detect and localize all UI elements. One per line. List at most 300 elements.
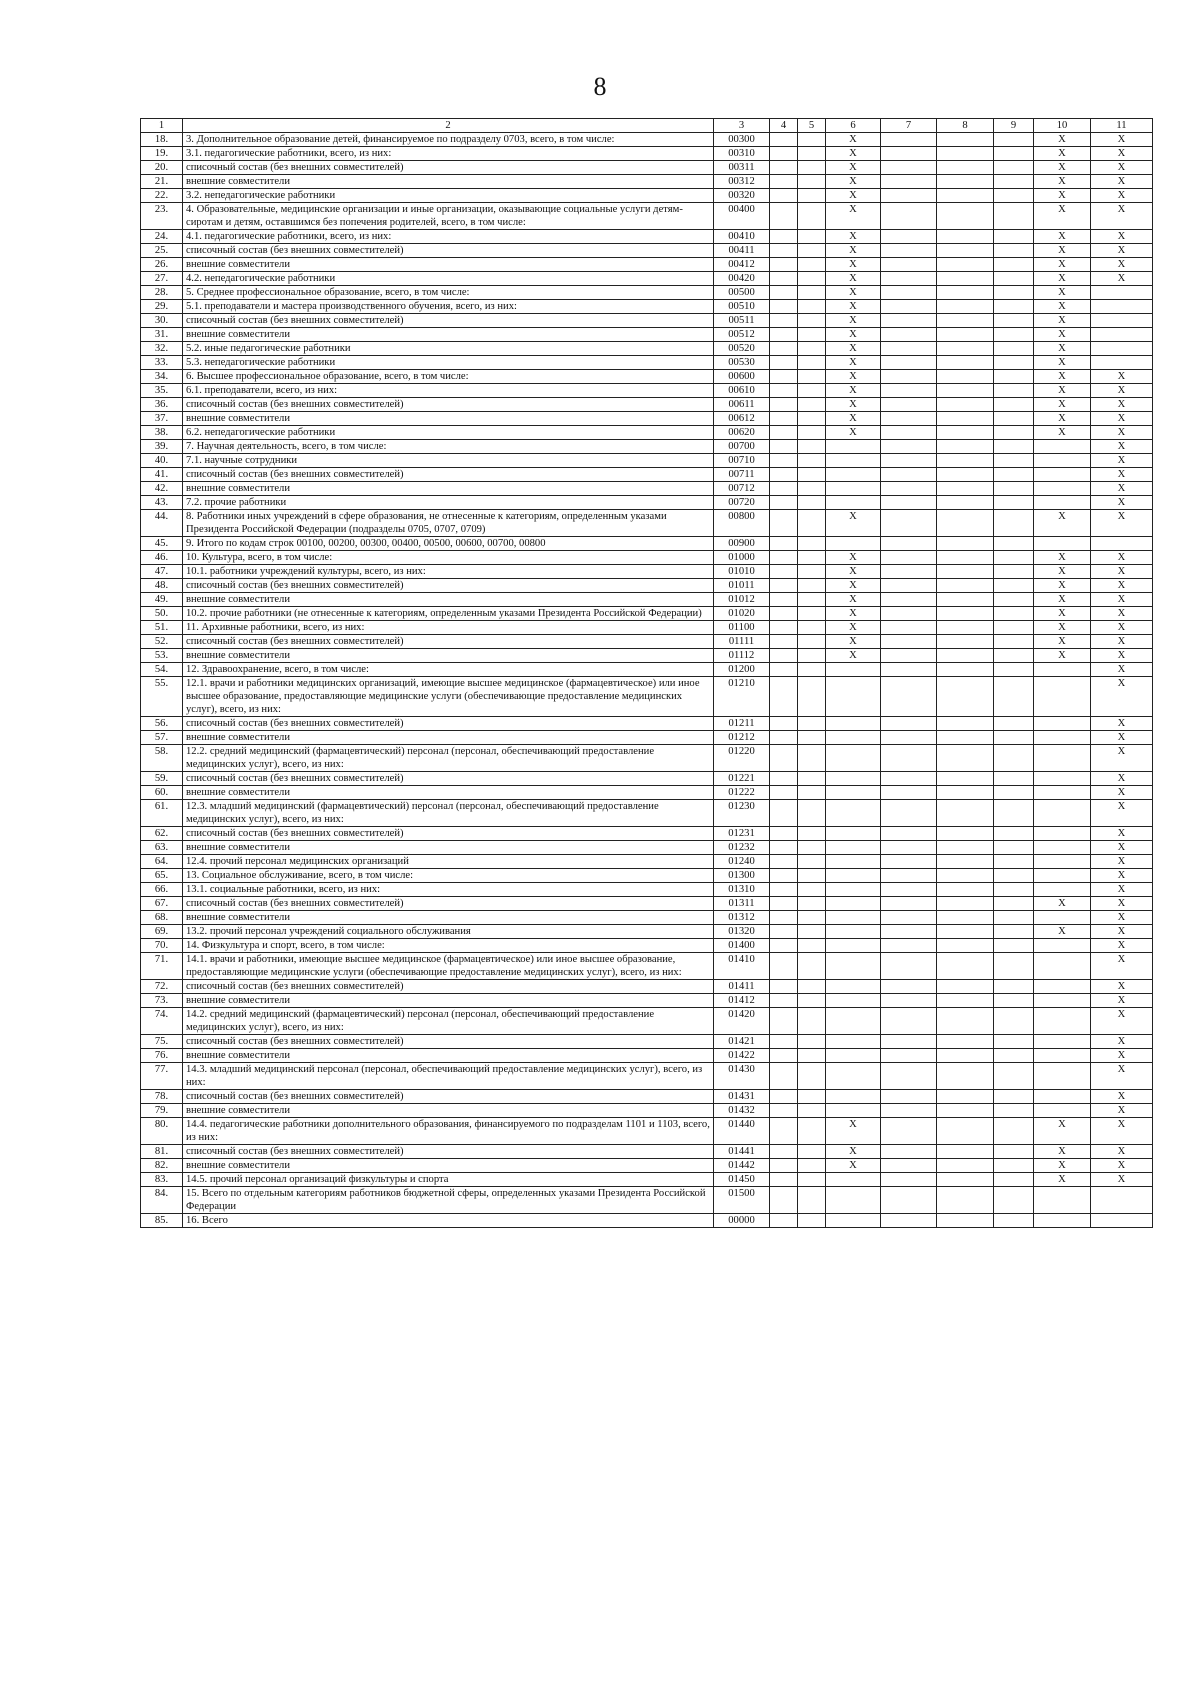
col-10-cell: X: [1034, 1145, 1091, 1159]
table-row: [141, 1104, 1153, 1118]
col-9-cell: [994, 1049, 1034, 1063]
col-10-cell: X: [1034, 328, 1091, 342]
col-5-cell: [798, 772, 826, 786]
col-5-cell: [798, 1063, 826, 1090]
column-header-8: 8: [937, 119, 994, 133]
row-label-cell: 14.4. педагогические работники дополнительного образования, финансируемого по подразделам 1101 и 1103, всего, из них:: [183, 1118, 714, 1145]
col-7-cell: [881, 147, 937, 161]
col-7-cell: [881, 1214, 937, 1228]
row-label-cell: 7. Научная деятельность, всего, в том числе:: [183, 440, 714, 454]
row-number-cell: 85.: [141, 1214, 183, 1228]
column-header-4: 4: [770, 119, 798, 133]
col-4-cell: [770, 953, 798, 980]
col-9-cell: [994, 496, 1034, 510]
row-code-cell: 01020: [714, 607, 770, 621]
row-code-cell: 01411: [714, 980, 770, 994]
col-8-cell: [937, 841, 994, 855]
col-5-cell: [798, 677, 826, 717]
col-6-cell: X: [826, 565, 881, 579]
col-6-cell: X: [826, 426, 881, 440]
row-code-cell: 00612: [714, 412, 770, 426]
col-5-cell: [798, 412, 826, 426]
column-header-7: 7: [881, 119, 937, 133]
col-11-cell: X: [1091, 1104, 1153, 1118]
col-9-cell: [994, 147, 1034, 161]
row-code-cell: 00411: [714, 244, 770, 258]
col-6-cell: [826, 855, 881, 869]
col-7-cell: [881, 370, 937, 384]
col-8-cell: [937, 827, 994, 841]
row-code-cell: 01430: [714, 1063, 770, 1090]
col-5-cell: [798, 897, 826, 911]
row-number-cell: 29.: [141, 300, 183, 314]
row-code-cell: 01432: [714, 1104, 770, 1118]
col-8-cell: [937, 1090, 994, 1104]
col-8-cell: [937, 649, 994, 663]
col-6-cell: [826, 537, 881, 551]
col-6-cell: [826, 1008, 881, 1035]
row-number-cell: 55.: [141, 677, 183, 717]
row-label-cell: 12. Здравоохранение, всего, в том числе:: [183, 663, 714, 677]
col-7-cell: [881, 175, 937, 189]
col-10-cell: [1034, 1035, 1091, 1049]
col-10-cell: [1034, 454, 1091, 468]
row-label-cell: списочный состав (без внешних совместителей): [183, 1035, 714, 1049]
col-7-cell: [881, 897, 937, 911]
row-code-cell: 01310: [714, 883, 770, 897]
col-5-cell: [798, 579, 826, 593]
col-8-cell: [937, 537, 994, 551]
col-8-cell: [937, 328, 994, 342]
col-6-cell: [826, 1104, 881, 1118]
table-row: [141, 1049, 1153, 1063]
col-11-cell: X: [1091, 1118, 1153, 1145]
col-4-cell: [770, 841, 798, 855]
row-number-cell: 74.: [141, 1008, 183, 1035]
row-number-cell: 22.: [141, 189, 183, 203]
col-10-cell: X: [1034, 203, 1091, 230]
col-10-cell: X: [1034, 412, 1091, 426]
col-9-cell: [994, 286, 1034, 300]
col-8-cell: [937, 398, 994, 412]
col-5-cell: [798, 994, 826, 1008]
col-8-cell: [937, 203, 994, 230]
col-4-cell: [770, 800, 798, 827]
col-4-cell: [770, 133, 798, 147]
col-4-cell: [770, 855, 798, 869]
row-number-cell: 37.: [141, 412, 183, 426]
col-6-cell: [826, 897, 881, 911]
table-row: [141, 440, 1153, 454]
row-label-cell: списочный состав (без внешних совместителей): [183, 1145, 714, 1159]
col-5-cell: [798, 244, 826, 258]
col-11-cell: X: [1091, 468, 1153, 482]
row-number-cell: 62.: [141, 827, 183, 841]
col-10-cell: [1034, 855, 1091, 869]
col-11-cell: X: [1091, 551, 1153, 565]
col-11-cell: [1091, 1214, 1153, 1228]
col-9-cell: [994, 635, 1034, 649]
col-5-cell: [798, 565, 826, 579]
col-6-cell: [826, 745, 881, 772]
col-8-cell: [937, 635, 994, 649]
col-8-cell: [937, 579, 994, 593]
col-9-cell: [994, 786, 1034, 800]
form-table: [140, 118, 1153, 1228]
col-7-cell: [881, 869, 937, 883]
row-code-cell: 01112: [714, 649, 770, 663]
row-code-cell: 01100: [714, 621, 770, 635]
row-code-cell: 01230: [714, 800, 770, 827]
col-4-cell: [770, 258, 798, 272]
col-6-cell: X: [826, 356, 881, 370]
col-8-cell: [937, 454, 994, 468]
col-9-cell: [994, 827, 1034, 841]
row-label-cell: 6. Высшее профессиональное образование, всего, в том числе:: [183, 370, 714, 384]
col-11-cell: X: [1091, 1035, 1153, 1049]
table-row: [141, 1008, 1153, 1035]
row-code-cell: 00510: [714, 300, 770, 314]
col-10-cell: [1034, 883, 1091, 897]
row-number-cell: 35.: [141, 384, 183, 398]
col-4-cell: [770, 314, 798, 328]
row-label-cell: 14.1. врачи и работники, имеющие высшее медицинское (фармацевтическое) или иное высшее образование, предоставляющие медицинские услуги (обеспечивающие предоставление медицинских услуг), всего, из них:: [183, 953, 714, 980]
col-9-cell: [994, 468, 1034, 482]
col-7-cell: [881, 1104, 937, 1118]
col-10-cell: X: [1034, 147, 1091, 161]
col-4-cell: [770, 1104, 798, 1118]
row-number-cell: 49.: [141, 593, 183, 607]
col-10-cell: X: [1034, 244, 1091, 258]
row-label-cell: списочный состав (без внешних совместителей): [183, 1090, 714, 1104]
col-5-cell: [798, 1145, 826, 1159]
col-6-cell: [826, 1049, 881, 1063]
col-10-cell: X: [1034, 189, 1091, 203]
col-7-cell: [881, 717, 937, 731]
col-7-cell: [881, 230, 937, 244]
row-code-cell: 01111: [714, 635, 770, 649]
col-4-cell: [770, 731, 798, 745]
col-8-cell: [937, 258, 994, 272]
col-7-cell: [881, 1008, 937, 1035]
col-6-cell: [826, 440, 881, 454]
col-5-cell: [798, 161, 826, 175]
row-label-cell: 12.2. средний медицинский (фармацевтический) персонал (персонал, обеспечивающий предоставление медицинских услуг), всего, из них:: [183, 745, 714, 772]
row-number-cell: 24.: [141, 230, 183, 244]
table-row: [141, 342, 1153, 356]
col-11-cell: [1091, 314, 1153, 328]
col-10-cell: [1034, 1104, 1091, 1118]
col-11-cell: X: [1091, 175, 1153, 189]
table-row: [141, 579, 1153, 593]
col-5-cell: [798, 1187, 826, 1214]
col-4-cell: [770, 342, 798, 356]
row-code-cell: 01231: [714, 827, 770, 841]
col-6-cell: X: [826, 593, 881, 607]
col-9-cell: [994, 1187, 1034, 1214]
table-row: [141, 161, 1153, 175]
table-row: [141, 1063, 1153, 1090]
row-label-cell: списочный состав (без внешних совместителей): [183, 635, 714, 649]
col-11-cell: X: [1091, 1173, 1153, 1187]
col-5-cell: [798, 189, 826, 203]
col-6-cell: [826, 1090, 881, 1104]
col-10-cell: X: [1034, 579, 1091, 593]
row-code-cell: 01300: [714, 869, 770, 883]
col-8-cell: [937, 147, 994, 161]
col-11-cell: X: [1091, 258, 1153, 272]
col-6-cell: X: [826, 147, 881, 161]
col-9-cell: [994, 565, 1034, 579]
table-row: [141, 855, 1153, 869]
col-7-cell: [881, 649, 937, 663]
table-row: [141, 731, 1153, 745]
col-11-cell: X: [1091, 1049, 1153, 1063]
table-row: [141, 1090, 1153, 1104]
column-header-3: 3: [714, 119, 770, 133]
row-number-cell: 66.: [141, 883, 183, 897]
col-7-cell: [881, 953, 937, 980]
col-11-cell: X: [1091, 440, 1153, 454]
col-5-cell: [798, 663, 826, 677]
row-label-cell: 5.1. преподаватели и мастера производственного обучения, всего, из них:: [183, 300, 714, 314]
row-code-cell: 01441: [714, 1145, 770, 1159]
row-code-cell: 01221: [714, 772, 770, 786]
table-row: [141, 370, 1153, 384]
row-label-cell: 4. Образовательные, медицинские организации и иные организации, оказывающие социальные услуги детям-сиротам и детям, оставшимся без попечения родителей, всего, в том числе:: [183, 203, 714, 230]
col-9-cell: [994, 800, 1034, 827]
row-number-cell: 28.: [141, 286, 183, 300]
row-label-cell: 10.2. прочие работники (не отнесенные к категориям, определенным указами Президента Российской Федерации): [183, 607, 714, 621]
row-code-cell: 01000: [714, 551, 770, 565]
row-code-cell: 01212: [714, 731, 770, 745]
col-7-cell: [881, 1118, 937, 1145]
col-10-cell: X: [1034, 370, 1091, 384]
col-5-cell: [798, 786, 826, 800]
table-row: [141, 663, 1153, 677]
row-number-cell: 64.: [141, 855, 183, 869]
column-header-9: 9: [994, 119, 1034, 133]
col-9-cell: [994, 272, 1034, 286]
table-row: [141, 897, 1153, 911]
col-6-cell: X: [826, 230, 881, 244]
col-10-cell: [1034, 1049, 1091, 1063]
col-10-cell: X: [1034, 175, 1091, 189]
table-row: [141, 244, 1153, 258]
table-row: [141, 510, 1153, 537]
col-4-cell: [770, 1118, 798, 1145]
row-number-cell: 36.: [141, 398, 183, 412]
table-row: [141, 649, 1153, 663]
col-9-cell: [994, 883, 1034, 897]
col-10-cell: X: [1034, 925, 1091, 939]
col-6-cell: X: [826, 203, 881, 230]
row-number-cell: 34.: [141, 370, 183, 384]
row-code-cell: 01011: [714, 579, 770, 593]
col-8-cell: [937, 980, 994, 994]
col-11-cell: X: [1091, 607, 1153, 621]
col-9-cell: [994, 772, 1034, 786]
row-number-cell: 23.: [141, 203, 183, 230]
col-9-cell: [994, 370, 1034, 384]
col-8-cell: [937, 356, 994, 370]
row-label-cell: внешние совместители: [183, 649, 714, 663]
row-code-cell: 00720: [714, 496, 770, 510]
col-11-cell: X: [1091, 593, 1153, 607]
col-7-cell: [881, 412, 937, 426]
col-7-cell: [881, 1090, 937, 1104]
col-4-cell: [770, 1214, 798, 1228]
col-5-cell: [798, 454, 826, 468]
col-10-cell: X: [1034, 258, 1091, 272]
col-11-cell: X: [1091, 621, 1153, 635]
col-5-cell: [798, 925, 826, 939]
col-5-cell: [798, 133, 826, 147]
col-8-cell: [937, 1063, 994, 1090]
row-code-cell: 00311: [714, 161, 770, 175]
col-9-cell: [994, 161, 1034, 175]
col-7-cell: [881, 677, 937, 717]
col-10-cell: X: [1034, 286, 1091, 300]
row-number-cell: 44.: [141, 510, 183, 537]
row-number-cell: 68.: [141, 911, 183, 925]
col-8-cell: [937, 1049, 994, 1063]
col-9-cell: [994, 994, 1034, 1008]
col-4-cell: [770, 994, 798, 1008]
col-11-cell: X: [1091, 635, 1153, 649]
row-number-cell: 79.: [141, 1104, 183, 1118]
table-row: [141, 621, 1153, 635]
row-label-cell: внешние совместители: [183, 1049, 714, 1063]
col-7-cell: [881, 621, 937, 635]
col-7-cell: [881, 635, 937, 649]
row-code-cell: 00512: [714, 328, 770, 342]
row-number-cell: 30.: [141, 314, 183, 328]
col-10-cell: [1034, 911, 1091, 925]
col-8-cell: [937, 800, 994, 827]
row-number-cell: 27.: [141, 272, 183, 286]
col-7-cell: [881, 300, 937, 314]
col-8-cell: [937, 551, 994, 565]
col-6-cell: X: [826, 175, 881, 189]
col-7-cell: [881, 855, 937, 869]
col-11-cell: X: [1091, 230, 1153, 244]
row-number-cell: 70.: [141, 939, 183, 953]
col-5-cell: [798, 468, 826, 482]
col-4-cell: [770, 635, 798, 649]
col-9-cell: [994, 244, 1034, 258]
col-11-cell: [1091, 300, 1153, 314]
col-11-cell: X: [1091, 841, 1153, 855]
row-code-cell: 01220: [714, 745, 770, 772]
col-7-cell: [881, 1063, 937, 1090]
table-row: [141, 841, 1153, 855]
col-4-cell: [770, 328, 798, 342]
table-row: [141, 786, 1153, 800]
col-9-cell: [994, 440, 1034, 454]
col-11-cell: X: [1091, 565, 1153, 579]
row-number-cell: 77.: [141, 1063, 183, 1090]
col-5-cell: [798, 203, 826, 230]
col-6-cell: [826, 482, 881, 496]
col-11-cell: [1091, 286, 1153, 300]
row-label-cell: 3. Дополнительное образование детей, финансируемое по подразделу 0703, всего, в том числе:: [183, 133, 714, 147]
col-9-cell: [994, 1118, 1034, 1145]
col-9-cell: [994, 398, 1034, 412]
row-number-cell: 26.: [141, 258, 183, 272]
row-code-cell: 00511: [714, 314, 770, 328]
col-7-cell: [881, 579, 937, 593]
col-9-cell: [994, 454, 1034, 468]
row-code-cell: 01012: [714, 593, 770, 607]
col-10-cell: [1034, 841, 1091, 855]
table-row: [141, 147, 1153, 161]
col-7-cell: [881, 356, 937, 370]
col-5-cell: [798, 911, 826, 925]
col-11-cell: X: [1091, 925, 1153, 939]
row-number-cell: 45.: [141, 537, 183, 551]
col-5-cell: [798, 869, 826, 883]
col-10-cell: [1034, 1008, 1091, 1035]
col-5-cell: [798, 300, 826, 314]
table-row: [141, 482, 1153, 496]
row-number-cell: 32.: [141, 342, 183, 356]
col-4-cell: [770, 717, 798, 731]
col-5-cell: [798, 593, 826, 607]
col-8-cell: [937, 1159, 994, 1173]
col-10-cell: X: [1034, 607, 1091, 621]
table-row: [141, 1159, 1153, 1173]
col-8-cell: [937, 175, 994, 189]
col-4-cell: [770, 426, 798, 440]
row-code-cell: 00520: [714, 342, 770, 356]
col-11-cell: X: [1091, 1145, 1153, 1159]
table-row: [141, 593, 1153, 607]
col-6-cell: [826, 454, 881, 468]
row-number-cell: 19.: [141, 147, 183, 161]
col-11-cell: X: [1091, 412, 1153, 426]
col-8-cell: [937, 510, 994, 537]
row-code-cell: 01200: [714, 663, 770, 677]
col-9-cell: [994, 939, 1034, 953]
col-6-cell: [826, 772, 881, 786]
col-7-cell: [881, 272, 937, 286]
col-8-cell: [937, 468, 994, 482]
col-5-cell: [798, 147, 826, 161]
col-10-cell: X: [1034, 133, 1091, 147]
col-7-cell: [881, 607, 937, 621]
col-4-cell: [770, 203, 798, 230]
col-5-cell: [798, 1104, 826, 1118]
row-label-cell: 12.1. врачи и работники медицинских организаций, имеющие высшее медицинское (фармацевтическое) или иное высшее образование, предоставляющие медицинские услуги (обеспечивающие предоставление медицинских услуг), всего, из них:: [183, 677, 714, 717]
row-number-cell: 47.: [141, 565, 183, 579]
col-10-cell: X: [1034, 230, 1091, 244]
col-11-cell: X: [1091, 953, 1153, 980]
table-row: [141, 133, 1153, 147]
col-6-cell: [826, 731, 881, 745]
col-11-cell: X: [1091, 496, 1153, 510]
table-row: [141, 1035, 1153, 1049]
col-5-cell: [798, 883, 826, 897]
col-10-cell: X: [1034, 551, 1091, 565]
table-row: [141, 911, 1153, 925]
row-label-cell: списочный состав (без внешних совместителей): [183, 468, 714, 482]
col-5-cell: [798, 1173, 826, 1187]
col-10-cell: [1034, 1063, 1091, 1090]
col-6-cell: X: [826, 510, 881, 537]
col-7-cell: [881, 244, 937, 258]
table-row: [141, 468, 1153, 482]
